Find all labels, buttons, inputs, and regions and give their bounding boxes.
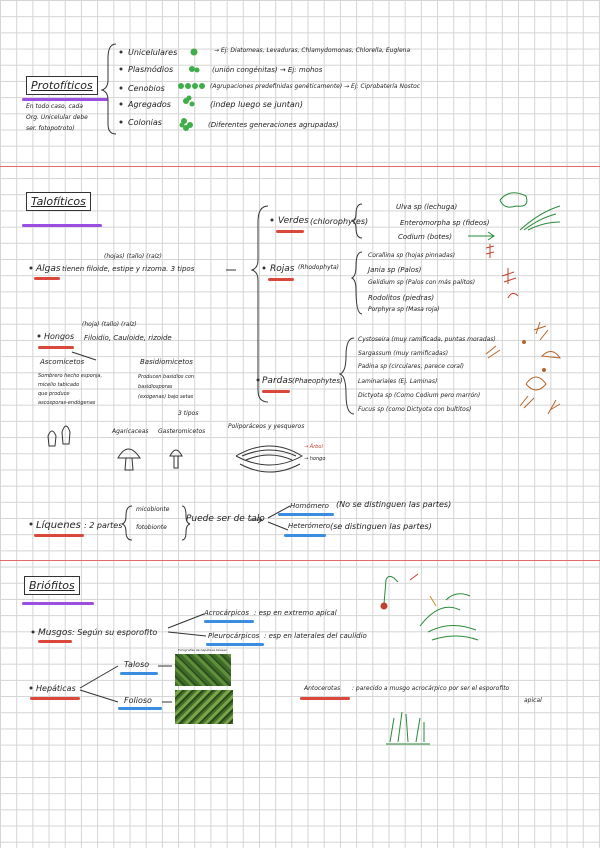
liquenes-desc: : 2 partes xyxy=(84,521,123,530)
talofitos-title: Talofíticos xyxy=(31,195,86,208)
musgo-tipo-desc: : esp en extremo apical xyxy=(254,609,337,617)
subtipo-label: Agaricaceas xyxy=(112,428,149,435)
brace-icon xyxy=(352,204,362,238)
brace-icon xyxy=(102,44,116,134)
verdes-item: Codium (botes) xyxy=(398,233,452,241)
list-item-desc: (unión congénitas) → Ej: mohos xyxy=(212,66,323,74)
verdes-item: Ulva sp (lechuga) xyxy=(396,203,458,211)
poli-label: → Árbol xyxy=(304,444,323,450)
musgo-tipo-label: Pleurocárpicos xyxy=(208,632,260,640)
list-item-desc: (Agrupaciones predefinidas genéticamente) → Ej: Ciprobatería Nostoc xyxy=(210,83,421,90)
pardas-label: Pardas xyxy=(262,376,293,386)
asco-line: micelio tabicado xyxy=(38,382,80,388)
verdes-paren: (chlorophytes) xyxy=(310,217,369,226)
brace-icon xyxy=(352,252,362,314)
ulva-icon xyxy=(500,193,527,207)
mushroom-icon xyxy=(170,450,182,468)
hongos-above: (hoja) (tallo) (raíz) xyxy=(82,321,137,328)
algas-desc: tienen filoide, estipe y rizoma. 3 tipos xyxy=(62,265,195,273)
musgo-tipo-label: Acrocárpicos xyxy=(204,609,249,617)
rojas-item: Porphyra sp (Masa roja) xyxy=(368,306,440,313)
hepaticas-label: Hepáticas xyxy=(36,684,76,693)
briofitos-title: Briófitos xyxy=(29,579,75,592)
asco-line: que produce xyxy=(38,391,70,397)
asco-line: Sombrero hecho esponja, xyxy=(38,373,103,379)
corallina-icon xyxy=(486,244,494,258)
anthoceros-icon xyxy=(390,712,424,742)
photo-caption: Fotografías de hepáticas talosas xyxy=(178,648,227,652)
rojas-item: Corallina sp (hojas pinnadas) xyxy=(368,252,456,259)
hepatica-tipo: Taloso xyxy=(124,660,150,669)
asco-title: Ascomicetos xyxy=(40,358,85,366)
subtipo-label: Gasteromicetos xyxy=(158,428,206,435)
note-line: En todo caso, cada xyxy=(26,103,83,110)
pardas-item: Cystoseira (muy ramificada, puntas moradas) xyxy=(358,336,496,343)
asco-line: ascosporas-endógenas xyxy=(38,400,96,406)
rojas-item: Gelidium sp (Palos con más palitos) xyxy=(368,279,476,286)
puede-label: Puede ser de talo xyxy=(186,514,265,524)
liquenes-parte: fotobionte xyxy=(136,524,167,531)
dictyota-icon xyxy=(520,396,534,408)
rojas-item: Rodolitos (piedras) xyxy=(368,294,435,302)
talo-desc: (No se distinguen las partes) xyxy=(336,500,452,509)
basidio-line: basidiosporas xyxy=(138,384,173,390)
tipos-label: 3 tipos xyxy=(178,410,199,417)
rodolito-icon xyxy=(508,293,518,298)
jania-icon xyxy=(502,268,516,284)
basidio-line: (exógenas) bajo setas xyxy=(138,394,194,400)
rojas-item: Jania sp (Palos) xyxy=(368,266,422,274)
protofitos-title: Protofíticos xyxy=(31,79,93,92)
antocerotas-desc: : parecido a musgo acrocárpico por ser el esporofito xyxy=(352,685,510,692)
subtipo-label: Poliporáceos y yesqueros xyxy=(228,423,305,430)
basidio-title: Basidiomicetos xyxy=(140,358,193,366)
basidio-line: Producen basidios con xyxy=(138,374,195,380)
list-item-desc: (indep luego se juntan) xyxy=(210,100,303,109)
laminaria-icon xyxy=(526,377,546,390)
brace-icon xyxy=(122,506,132,540)
hongos-desc: Filoidio, Cauloide, rizoide xyxy=(84,334,172,342)
brace-icon xyxy=(182,506,190,540)
list-item-desc: (Diferentes generaciones agrupadas) xyxy=(208,121,339,129)
brace-icon xyxy=(340,338,354,414)
list-item-desc: → Ej: Diatomeas, Levaduras, Chlamydomonas, Chlorella, Euglena xyxy=(214,47,411,54)
talo-label: Heterómero xyxy=(288,522,331,530)
morel-icon xyxy=(48,431,56,446)
cell-dots-icon xyxy=(178,49,205,132)
pardas-item: Dictyota sp (Como Codium pero marrón) xyxy=(358,392,481,399)
antocerotas-label: Antocerotas xyxy=(304,685,341,692)
musgos-desc: : Según su esporofito xyxy=(72,628,158,637)
hepatica-tipo: Folioso xyxy=(124,696,152,705)
list-item: Agregados xyxy=(128,100,171,109)
poli-label: → hongo xyxy=(304,456,326,462)
sargassum-icon xyxy=(486,346,500,358)
list-item: Colonias xyxy=(128,118,162,127)
algas-above: (hojas) (tallo) (raíz) xyxy=(104,253,162,260)
mushroom-icon xyxy=(118,449,140,470)
musgo-tipo-desc: : esp en laterales del caulidio xyxy=(264,632,367,640)
enteromorpha-icon xyxy=(520,206,560,230)
pardas-item: Padina sp (circulares, parece coral) xyxy=(358,363,464,370)
list-item: Plasmódios xyxy=(128,65,174,74)
moss-pleurocarpic-icon xyxy=(420,594,478,640)
brace-icon xyxy=(252,206,268,402)
fucus-icon xyxy=(548,400,560,414)
rojas-paren: (Rhodophyta) xyxy=(298,264,339,271)
note-line: ser. fotopotroto) xyxy=(26,125,75,132)
cystoseira-icon xyxy=(534,322,548,340)
antocerotas-desc2: apical xyxy=(524,697,542,704)
note-line: Org. Unicelular debe xyxy=(26,114,88,121)
hongos-label: Hongos xyxy=(44,332,75,341)
list-item: Unicelulares xyxy=(128,48,178,57)
pardas-paren: (Phaeophytes) xyxy=(292,377,343,385)
pardas-item: Laminariales (Ej. Laminas) xyxy=(358,378,438,385)
padina-icon xyxy=(542,351,560,358)
rojas-label: Rojas xyxy=(270,264,295,274)
verdes-label: Verdes xyxy=(278,216,309,226)
liquenes-parte: micobionte xyxy=(136,506,170,513)
pardas-item: Sargassum (muy ramificadas) xyxy=(358,350,449,357)
list-item: Cenobios xyxy=(128,84,165,93)
musgos-label: Musgos xyxy=(38,628,73,638)
pardas-item: Fucus sp (como Dictyota con bultitos) xyxy=(358,406,472,413)
liquenes-label: Líquenes xyxy=(36,520,81,531)
algas-label: Algas xyxy=(36,264,61,274)
moss-acrocarpic-icon xyxy=(384,576,398,604)
talo-label: Homómero xyxy=(290,502,329,510)
verdes-item: Enteromorpha sp (fideos) xyxy=(400,219,490,227)
talo-desc: (se distinguen las partes) xyxy=(330,522,432,531)
